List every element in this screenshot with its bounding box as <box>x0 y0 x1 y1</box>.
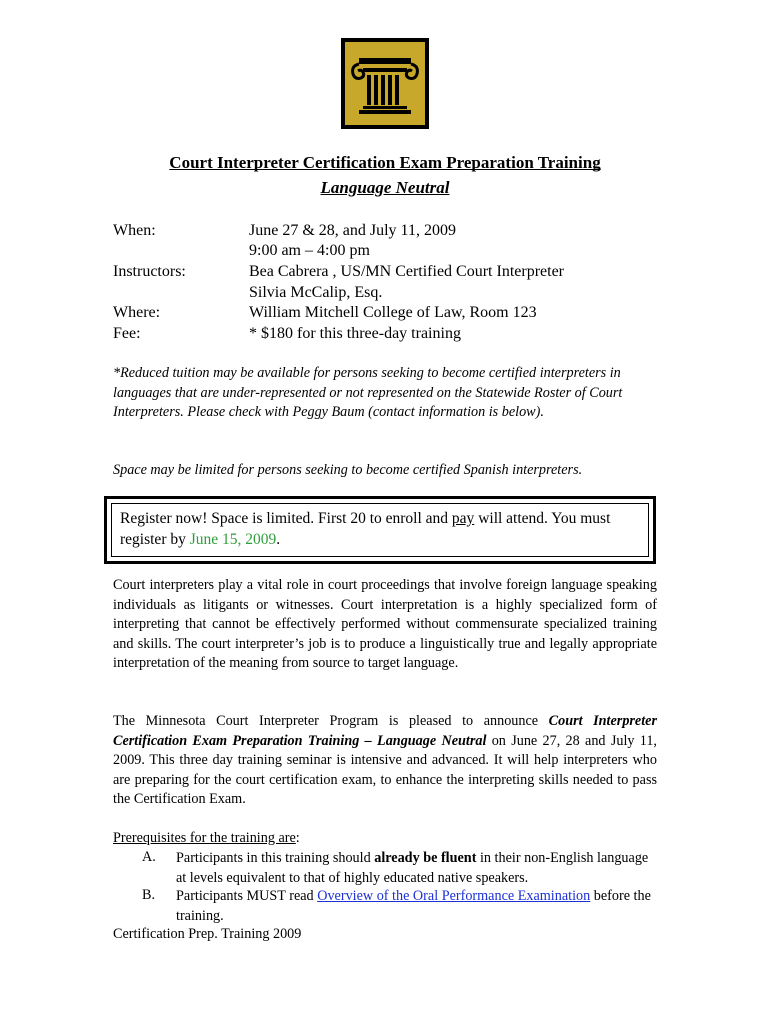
list-item: Participants MUST read Overview of the Oral Performance Examination before the training. <box>176 888 651 924</box>
space-limited-note: Space may be limited for persons seeking to become certified Spanish interpreters. <box>113 462 583 478</box>
page-footer: Certification Prep. Training 2009 <box>113 926 302 942</box>
column-pillar-icon <box>345 42 425 125</box>
oral-exam-overview-link[interactable]: Overview of the Oral Performance Examination <box>317 888 591 904</box>
document-subtitle: Language Neutral <box>320 178 450 197</box>
instructor-1: Bea Cabrera , US/MN Certified Court Interpreter <box>249 263 565 280</box>
court-logo <box>341 38 429 129</box>
fee-label: Fee: <box>113 325 141 342</box>
document-title: Court Interpreter Certification Exam Preparation Training <box>169 153 601 172</box>
where-value: William Mitchell College of Law, Room 123 <box>249 304 537 321</box>
registration-deadline: June 15, 2009 <box>189 530 277 548</box>
when-dates: June 27 & 28, and July 11, 2009 <box>249 222 456 239</box>
announcement-paragraph: The Minnesota Court Interpreter Program is pleased to announce Court Interpreter Certification Exam Preparation Training – Language Neutral on June 27, 28 and July 11, 2009. This three day training seminar is intensive and advanced. It will help interpreters who are preparing for the court certification exam, to enhance the interpreting skills needed to pass the Certification Exam. <box>113 713 657 807</box>
where-label: Where: <box>113 304 161 321</box>
fee-value: * $180 for this three-day training <box>249 325 461 342</box>
pay-word: pay <box>451 510 475 527</box>
when-label: When: <box>113 222 156 239</box>
instructors-label: Instructors: <box>113 263 186 280</box>
prerequisites-heading: Prerequisites for the training are: <box>113 830 300 846</box>
list-item-number: B. <box>142 887 156 903</box>
instructor-2: Silvia McCalip, Esq. <box>249 284 383 301</box>
when-times: 9:00 am – 4:00 pm <box>249 242 370 259</box>
register-notice: Register now! Space is limited. First 20 to enroll and pay will attend. You must register by June 15, 2009. <box>120 510 611 548</box>
list-item-number: A. <box>142 849 156 865</box>
reduced-tuition-note: *Reduced tuition may be available for persons seeking to become certified interpreters in languages that are under-represented or not represented on the Statewide Roster of Court Interpreters. Please check with Peggy Baum (contact information is below). <box>113 365 623 420</box>
list-item: Participants in this training should already be fluent in their non-English language at levels equivalent to that of highly educated native speakers. <box>176 850 649 886</box>
training-name: Court Interpreter Certification Exam Preparation Training – Language Neutral <box>113 713 657 749</box>
intro-paragraph: Court interpreters play a vital role in court proceedings that involve foreign language speaking individuals as litigants or witnesses. Court interpretation is a highly specialized form of interpreting that cannot be effectively performed without commensurate specialized training and skills. The court interpreter’s job is to produce a linguistically true and legally appropriate interpretation of the meaning from source to target language. <box>113 577 657 671</box>
